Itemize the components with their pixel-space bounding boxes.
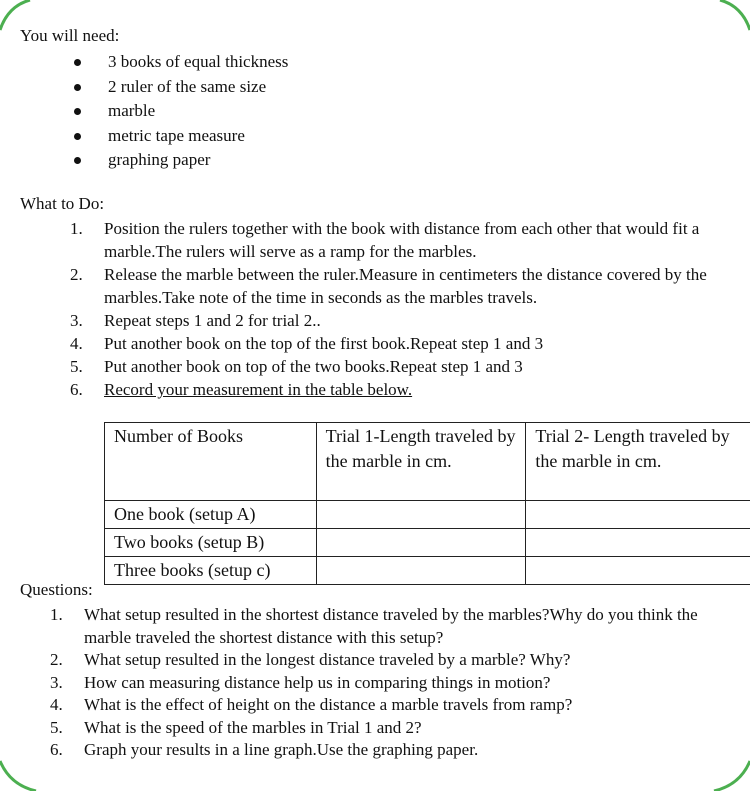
procedure-heading: What to Do:	[20, 194, 105, 213]
question-item	[50, 649, 740, 672]
bullet-icon	[74, 59, 81, 66]
step-text: Repeat steps 1 and 2 for trial 2..	[104, 311, 321, 330]
setup-label-cell: Two books (setup B)	[105, 529, 317, 557]
question-text: What is the speed of the marbles in Trial 1 and 2?	[84, 717, 422, 737]
materials-item: 2 ruler of the same size	[74, 75, 288, 100]
table-row	[105, 557, 750, 585]
questions-list	[50, 604, 740, 762]
question-number: 3.	[50, 672, 63, 692]
table-row	[105, 529, 750, 557]
step-number: 3.	[70, 311, 83, 330]
step-text: Put another book on the top of the first book.Repeat step 1 and 3	[104, 334, 544, 353]
questions-heading: Questions:	[20, 580, 93, 599]
header-number-of-books: Number of Books	[105, 423, 317, 501]
measurement-cell	[316, 501, 526, 529]
materials-list	[74, 50, 288, 173]
question-text: How can measuring distance help us in comparing things in motion?	[84, 672, 551, 692]
step-text: Release the marble between the ruler.Measure in centimeters the distance covered by the marbles.Take note of the time in seconds as the marbles travels.	[104, 265, 707, 307]
step-number: 5.	[70, 357, 83, 376]
procedure-step	[70, 355, 720, 378]
question-number: 6.	[50, 740, 63, 759]
question-item	[50, 717, 740, 740]
question-number: 4.	[50, 695, 63, 714]
question-text: What is the effect of height on the distance a marble travels from ramp?	[84, 695, 573, 714]
setup-label-cell: Three books (setup c)	[105, 557, 317, 585]
procedure-step	[70, 332, 720, 355]
step-text: Record your measurement in the table below.	[104, 380, 413, 399]
step-number: 2.	[70, 265, 83, 284]
measurement-cell	[526, 557, 750, 585]
question-text: Graph your results in a line graph.Use the graphing paper.	[84, 740, 479, 759]
question-number: 2.	[50, 650, 63, 669]
results-table	[104, 422, 750, 585]
question-item	[50, 604, 740, 649]
materials-item: graphing paper	[74, 148, 288, 173]
materials-item: marble	[74, 99, 288, 124]
question-number: 1.	[50, 605, 63, 624]
procedure-step	[70, 217, 720, 263]
question-text: What setup resulted in the shortest distance traveled by the marbles?Why do you think the marble traveled the shortest distance with this setup?	[84, 605, 698, 647]
procedure-step	[70, 309, 720, 332]
procedure-step	[70, 263, 720, 309]
table-header-row	[105, 423, 750, 501]
step-number: 1.	[70, 219, 83, 238]
bullet-icon	[74, 133, 81, 140]
question-item	[50, 694, 740, 717]
step-text: Put another book on top of the two books.Repeat step 1 and 3	[104, 357, 523, 376]
question-item	[50, 672, 740, 695]
bullet-icon	[74, 108, 81, 115]
step-number: 4.	[70, 334, 83, 353]
setup-label-cell: One book (setup A)	[105, 501, 317, 529]
measurement-cell	[316, 529, 526, 557]
materials-item: metric tape measure	[74, 124, 288, 149]
procedure-step	[70, 378, 720, 401]
header-trial-1: Trial 1-Length traveled by the marble in cm.	[316, 423, 526, 501]
materials-heading: You will need:	[20, 26, 120, 45]
step-number: 6.	[70, 380, 83, 399]
materials-item: 3 books of equal thickness	[74, 50, 288, 75]
step-text: Position the rulers together with the book with distance from each other that would fit a marble.The rulers will serve as a ramp for the marbles.	[104, 219, 700, 261]
table-row	[105, 501, 750, 529]
bullet-icon	[74, 157, 81, 164]
bullet-icon	[74, 84, 81, 91]
procedure-steps	[70, 217, 720, 401]
measurement-cell	[526, 501, 750, 529]
measurement-cell	[316, 557, 526, 585]
header-trial-2: Trial 2- Length traveled by the marble in cm.	[526, 423, 750, 501]
question-text: What setup resulted in the longest distance traveled by a marble? Why?	[84, 650, 571, 669]
question-item	[50, 739, 740, 762]
measurement-cell	[526, 529, 750, 557]
question-number: 5.	[50, 717, 63, 737]
